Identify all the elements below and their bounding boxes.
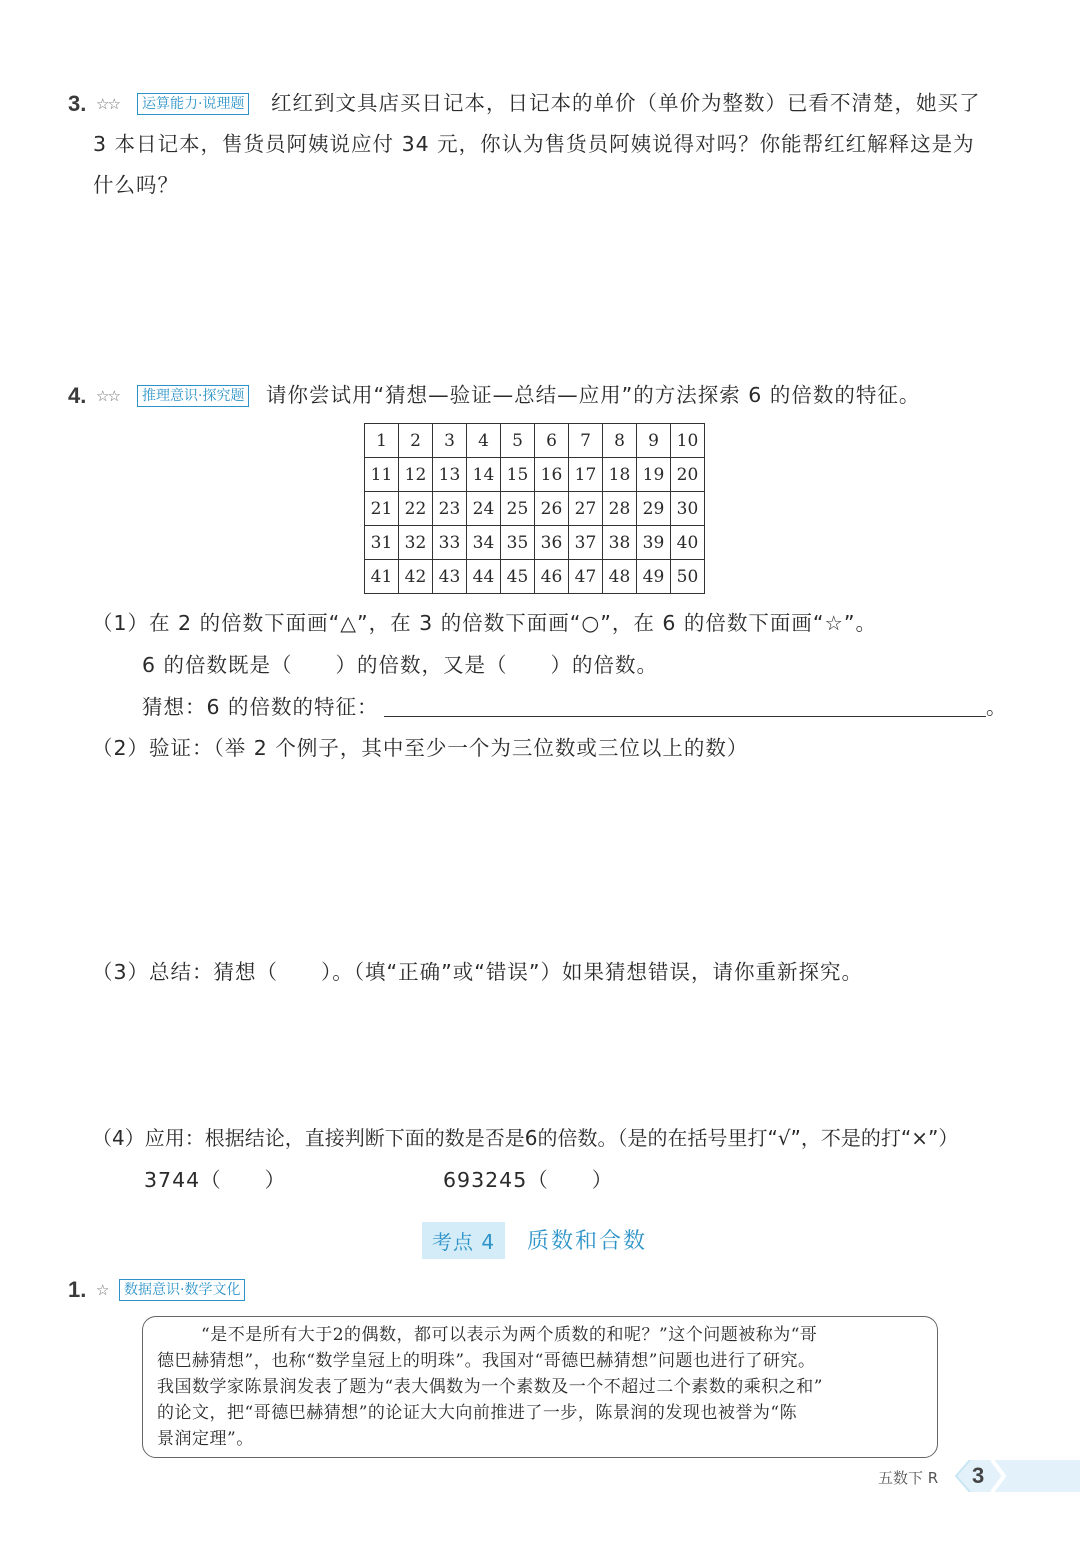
grid-cell[interactable]: 19 (637, 458, 671, 492)
conjecture-end-mark: 。 (986, 695, 1008, 719)
page-footer (870, 1458, 1080, 1494)
grid-cell[interactable]: 36 (535, 526, 569, 560)
book-label: 五数下 R (878, 1469, 939, 1487)
apply-item-693245: 693245（ ） (443, 1168, 614, 1192)
grid-cell[interactable]: 34 (467, 526, 501, 560)
part-1-conjecture-label: 猜想：6 的倍数的特征： (142, 695, 379, 719)
part-4-apply: （4）应用：根据结论，直接判断下面的数是否是6的倍数。（是的在括号里打“√”，不是的打“×”） (92, 1126, 959, 1150)
part-3-answer-area[interactable] (92, 1000, 992, 1110)
question-number: 4. (68, 383, 87, 408)
number-grid (364, 423, 705, 594)
grid-cell[interactable]: 21 (365, 492, 399, 526)
grid-cell[interactable]: 10 (671, 424, 705, 458)
part-2-answer-area[interactable] (92, 775, 992, 945)
grid-cell[interactable]: 11 (365, 458, 399, 492)
grid-cell[interactable]: 30 (671, 492, 705, 526)
grid-cell[interactable]: 24 (467, 492, 501, 526)
grid-cell[interactable]: 20 (671, 458, 705, 492)
grid-cell[interactable]: 15 (501, 458, 535, 492)
question-text-line-1: 红红到文具店买日记本，日记本的单价（单价为整数）已看不清楚，她买了 (271, 91, 981, 115)
question-text-line-2: 3 本日记本，售货员阿姨说应付 34 元，你认为售货员阿姨说得对吗？你能帮红红解释这是为 (93, 132, 975, 156)
grid-cell[interactable]: 4 (467, 424, 501, 458)
grid-row (365, 492, 705, 526)
grid-cell[interactable]: 29 (637, 492, 671, 526)
grid-cell[interactable]: 35 (501, 526, 535, 560)
grid-cell[interactable]: 1 (365, 424, 399, 458)
grid-cell[interactable]: 12 (399, 458, 433, 492)
grid-row (365, 560, 705, 594)
reading-line-5: 景润定理”。 (157, 1429, 254, 1449)
grid-row (365, 526, 705, 560)
reading-line-4: 的论文，把“哥德巴赫猜想”的论证大大向前推进了一步，陈景润的发现也被誉为“陈 (157, 1403, 798, 1423)
grid-cell[interactable]: 7 (569, 424, 603, 458)
grid-cell[interactable]: 31 (365, 526, 399, 560)
grid-cell[interactable]: 8 (603, 424, 637, 458)
question-number: 3. (68, 91, 87, 116)
difficulty-star-icon: ☆ (96, 1281, 108, 1299)
question-number: 1. (68, 1277, 87, 1302)
grid-cell[interactable]: 47 (569, 560, 603, 594)
grid-cell[interactable]: 5 (501, 424, 535, 458)
grid-cell[interactable]: 23 (433, 492, 467, 526)
grid-cell[interactable]: 40 (671, 526, 705, 560)
grid-cell[interactable]: 50 (671, 560, 705, 594)
grid-cell[interactable]: 32 (399, 526, 433, 560)
grid-cell[interactable]: 48 (603, 560, 637, 594)
conjecture-answer-line[interactable] (384, 716, 986, 717)
grid-cell[interactable]: 9 (637, 424, 671, 458)
skill-tag: 推理意识·探究题 (137, 385, 249, 407)
grid-cell[interactable]: 33 (433, 526, 467, 560)
page-number: 3 (972, 1463, 985, 1488)
grid-cell[interactable]: 3 (433, 424, 467, 458)
skill-tag: 运算能力·说理题 (137, 93, 249, 115)
grid-cell[interactable]: 17 (569, 458, 603, 492)
part-2-verify: （2）验证：（举 2 个例子，其中至少一个为三位数或三位以上的数） (92, 736, 749, 760)
grid-cell[interactable]: 42 (399, 560, 433, 594)
grid-cell[interactable]: 45 (501, 560, 535, 594)
grid-cell[interactable]: 49 (637, 560, 671, 594)
grid-cell[interactable]: 18 (603, 458, 637, 492)
reading-line-2: 德巴赫猜想”，也称“数学皇冠上的明珠”。我国对“哥德巴赫猜想”问题也进行了研究。 (157, 1351, 816, 1371)
section-title: 质数和合数 (527, 1229, 648, 1254)
grid-cell[interactable]: 14 (467, 458, 501, 492)
grid-cell[interactable]: 43 (433, 560, 467, 594)
question-intro: 请你尝试用“猜想—验证—总结—应用”的方法探索 6 的倍数的特征。 (266, 383, 921, 407)
grid-cell[interactable]: 46 (535, 560, 569, 594)
skill-tag: 数据意识·数学文化 (119, 1279, 245, 1301)
grid-cell[interactable]: 41 (365, 560, 399, 594)
reading-line-1: “是不是所有大于2的偶数，都可以表示为两个质数的和呢？”这个问题被称为“哥 (201, 1325, 818, 1345)
part-1-fill-blank: 6 的倍数既是（ ）的倍数，又是（ ）的倍数。 (142, 653, 659, 677)
difficulty-stars-icon: ☆☆ (96, 95, 119, 113)
grid-cell[interactable]: 6 (535, 424, 569, 458)
difficulty-stars-icon: ☆☆ (96, 387, 119, 405)
grid-cell[interactable]: 37 (569, 526, 603, 560)
grid-cell[interactable]: 16 (535, 458, 569, 492)
grid-cell[interactable]: 22 (399, 492, 433, 526)
grid-cell[interactable]: 44 (467, 560, 501, 594)
grid-cell[interactable]: 39 (637, 526, 671, 560)
grid-cell[interactable]: 2 (399, 424, 433, 458)
part-1-instruction: （1）在 2 的倍数下面画“△”，在 3 的倍数下面画“○”，在 6 的倍数下面画“☆”。 (92, 611, 878, 635)
apply-item-3744: 3744（ ） (144, 1168, 287, 1192)
grid-cell[interactable]: 13 (433, 458, 467, 492)
reading-line-3: 我国数学家陈景润发表了题为“表大偶数为一个素数及一个不超过二个素数的乘积之和” (157, 1377, 823, 1397)
grid-cell[interactable]: 28 (603, 492, 637, 526)
reading-box (142, 1316, 938, 1458)
grid-row (365, 424, 705, 458)
section-badge: 考点 4 (422, 1222, 505, 1259)
grid-cell[interactable]: 26 (535, 492, 569, 526)
grid-cell[interactable]: 27 (569, 492, 603, 526)
question-text-line-3: 什么吗？ (93, 173, 179, 197)
grid-cell[interactable]: 38 (603, 526, 637, 560)
grid-cell[interactable]: 25 (501, 492, 535, 526)
grid-row (365, 458, 705, 492)
part-3-summary: （3）总结：猜想（ ）。（填“正确”或“错误”）如果猜想错误，请你重新探究。 (92, 960, 864, 984)
